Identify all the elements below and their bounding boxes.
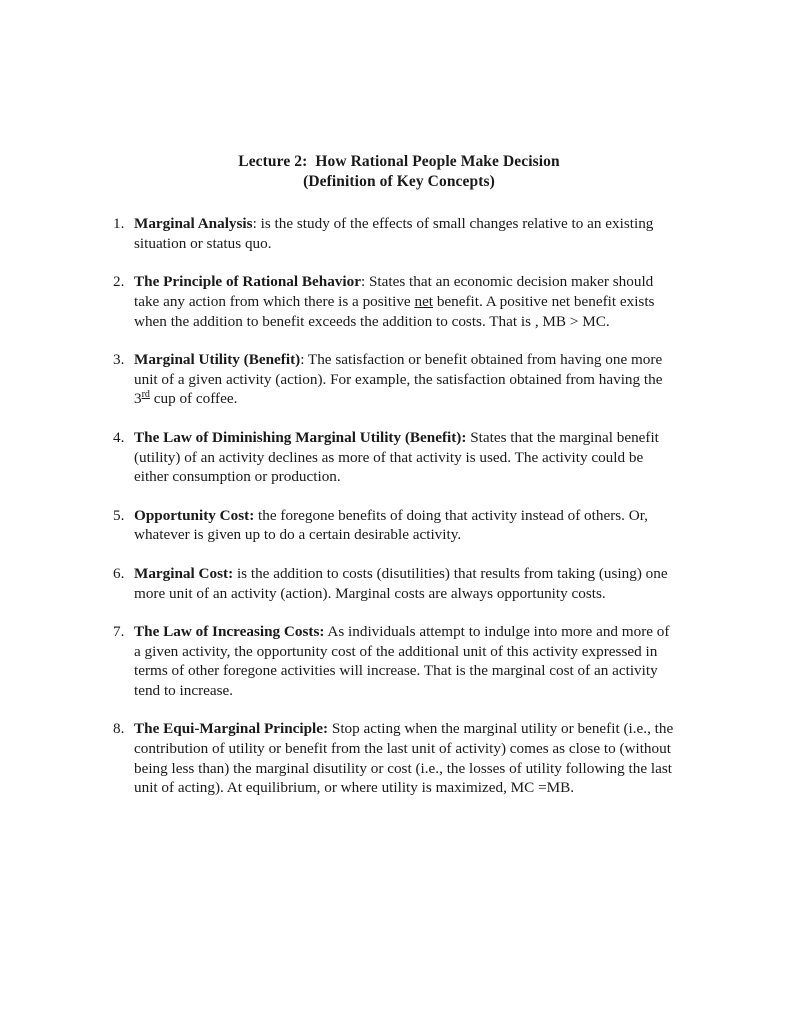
concept-definition: is the addition to costs (disutilities) that results from taking (using) one more unit of an activity (action). Marginal costs are always opportunity costs. bbox=[134, 564, 668, 602]
list-item-number: 6. bbox=[113, 564, 125, 582]
concept-definition: : is the study of the effects of small changes relative to an existing situation or status quo. bbox=[134, 215, 654, 252]
concept-term: The Principle of Rational Behavior bbox=[134, 273, 361, 291]
list-item bbox=[113, 622, 679, 700]
title-line-2: (Definition of Key Concepts) bbox=[303, 172, 495, 190]
list-item-text bbox=[134, 564, 679, 603]
list-item bbox=[113, 719, 679, 797]
list-item-text bbox=[134, 272, 679, 331]
list-item-text bbox=[134, 350, 679, 409]
list-item-number: 8. bbox=[113, 720, 125, 738]
list-item-number: 3. bbox=[113, 351, 125, 369]
concept-term: Marginal Utility (Benefit) bbox=[134, 351, 301, 369]
title-line-1: Lecture 2: How Rational People Make Decision bbox=[238, 153, 560, 170]
concept-term: The Law of Diminishing Marginal Utility (Benefit): bbox=[134, 428, 467, 446]
concept-list bbox=[113, 214, 679, 798]
concept-definition: As individuals attempt to indulge into more and more of a given activity, the opportunity cost of the additional unit of this activity expressed in terms of other foregone activities will increase. That is the marginal cost of an activity tend to increase. bbox=[134, 623, 670, 699]
list-item-text bbox=[134, 428, 679, 487]
page-title bbox=[113, 152, 679, 191]
list-item-number: 4. bbox=[113, 428, 125, 446]
concept-definition-continued: benefit. A positive net benefit exists when the addition to benefit exceeds the addition to costs. That is , MB > MC. bbox=[134, 292, 655, 330]
emphasized-word: net bbox=[414, 292, 434, 310]
concept-term: Marginal Cost: bbox=[134, 564, 234, 582]
list-item bbox=[113, 506, 679, 545]
concept-definition-continued: cup of coffee. bbox=[149, 390, 238, 408]
concept-term: The Law of Increasing Costs: bbox=[134, 623, 325, 641]
document-body bbox=[113, 152, 679, 798]
list-item-number: 2. bbox=[113, 273, 125, 291]
list-item-text bbox=[134, 214, 679, 253]
list-item bbox=[113, 272, 679, 331]
list-item-text bbox=[134, 719, 679, 797]
concept-term: Marginal Analysis bbox=[134, 215, 253, 233]
concept-definition: States that the marginal benefit (utility) of an activity declines as more of that activity is used. The activity could be either consumption or production. bbox=[134, 428, 659, 486]
list-item bbox=[113, 428, 679, 487]
concept-definition: Stop acting when the marginal utility or benefit (i.e., the contribution of utility or benefit from the last unit of activity) comes as close to (without being less than) the marginal disutility or cost (i.e., the losses of utility following the last unit of acting). At equilibrium, or where utility is maximized, MC =MB. bbox=[134, 720, 674, 797]
list-item-number: 5. bbox=[113, 506, 125, 524]
list-item-text bbox=[134, 622, 679, 700]
concept-term: The Equi-Marginal Principle: bbox=[134, 720, 329, 738]
concept-definition: : The satisfaction or benefit obtained from having one more unit of a given activity (action). For example, the satisfaction obtained from having the 3 bbox=[134, 351, 663, 408]
ordinal-suffix: rd bbox=[141, 389, 150, 401]
list-item-number: 7. bbox=[113, 623, 125, 641]
list-item-text bbox=[134, 506, 679, 545]
concept-term: Opportunity Cost: bbox=[134, 506, 255, 524]
concept-definition: the foregone benefits of doing that activity instead of others. Or, whatever is given up to do a certain desirable activity. bbox=[134, 506, 648, 544]
list-item-number: 1. bbox=[113, 215, 125, 233]
list-item bbox=[113, 350, 679, 409]
list-item bbox=[113, 564, 679, 603]
concept-definition: : States that an economic decision maker should take any action from which there is a positive bbox=[134, 273, 654, 310]
list-item bbox=[113, 214, 679, 253]
